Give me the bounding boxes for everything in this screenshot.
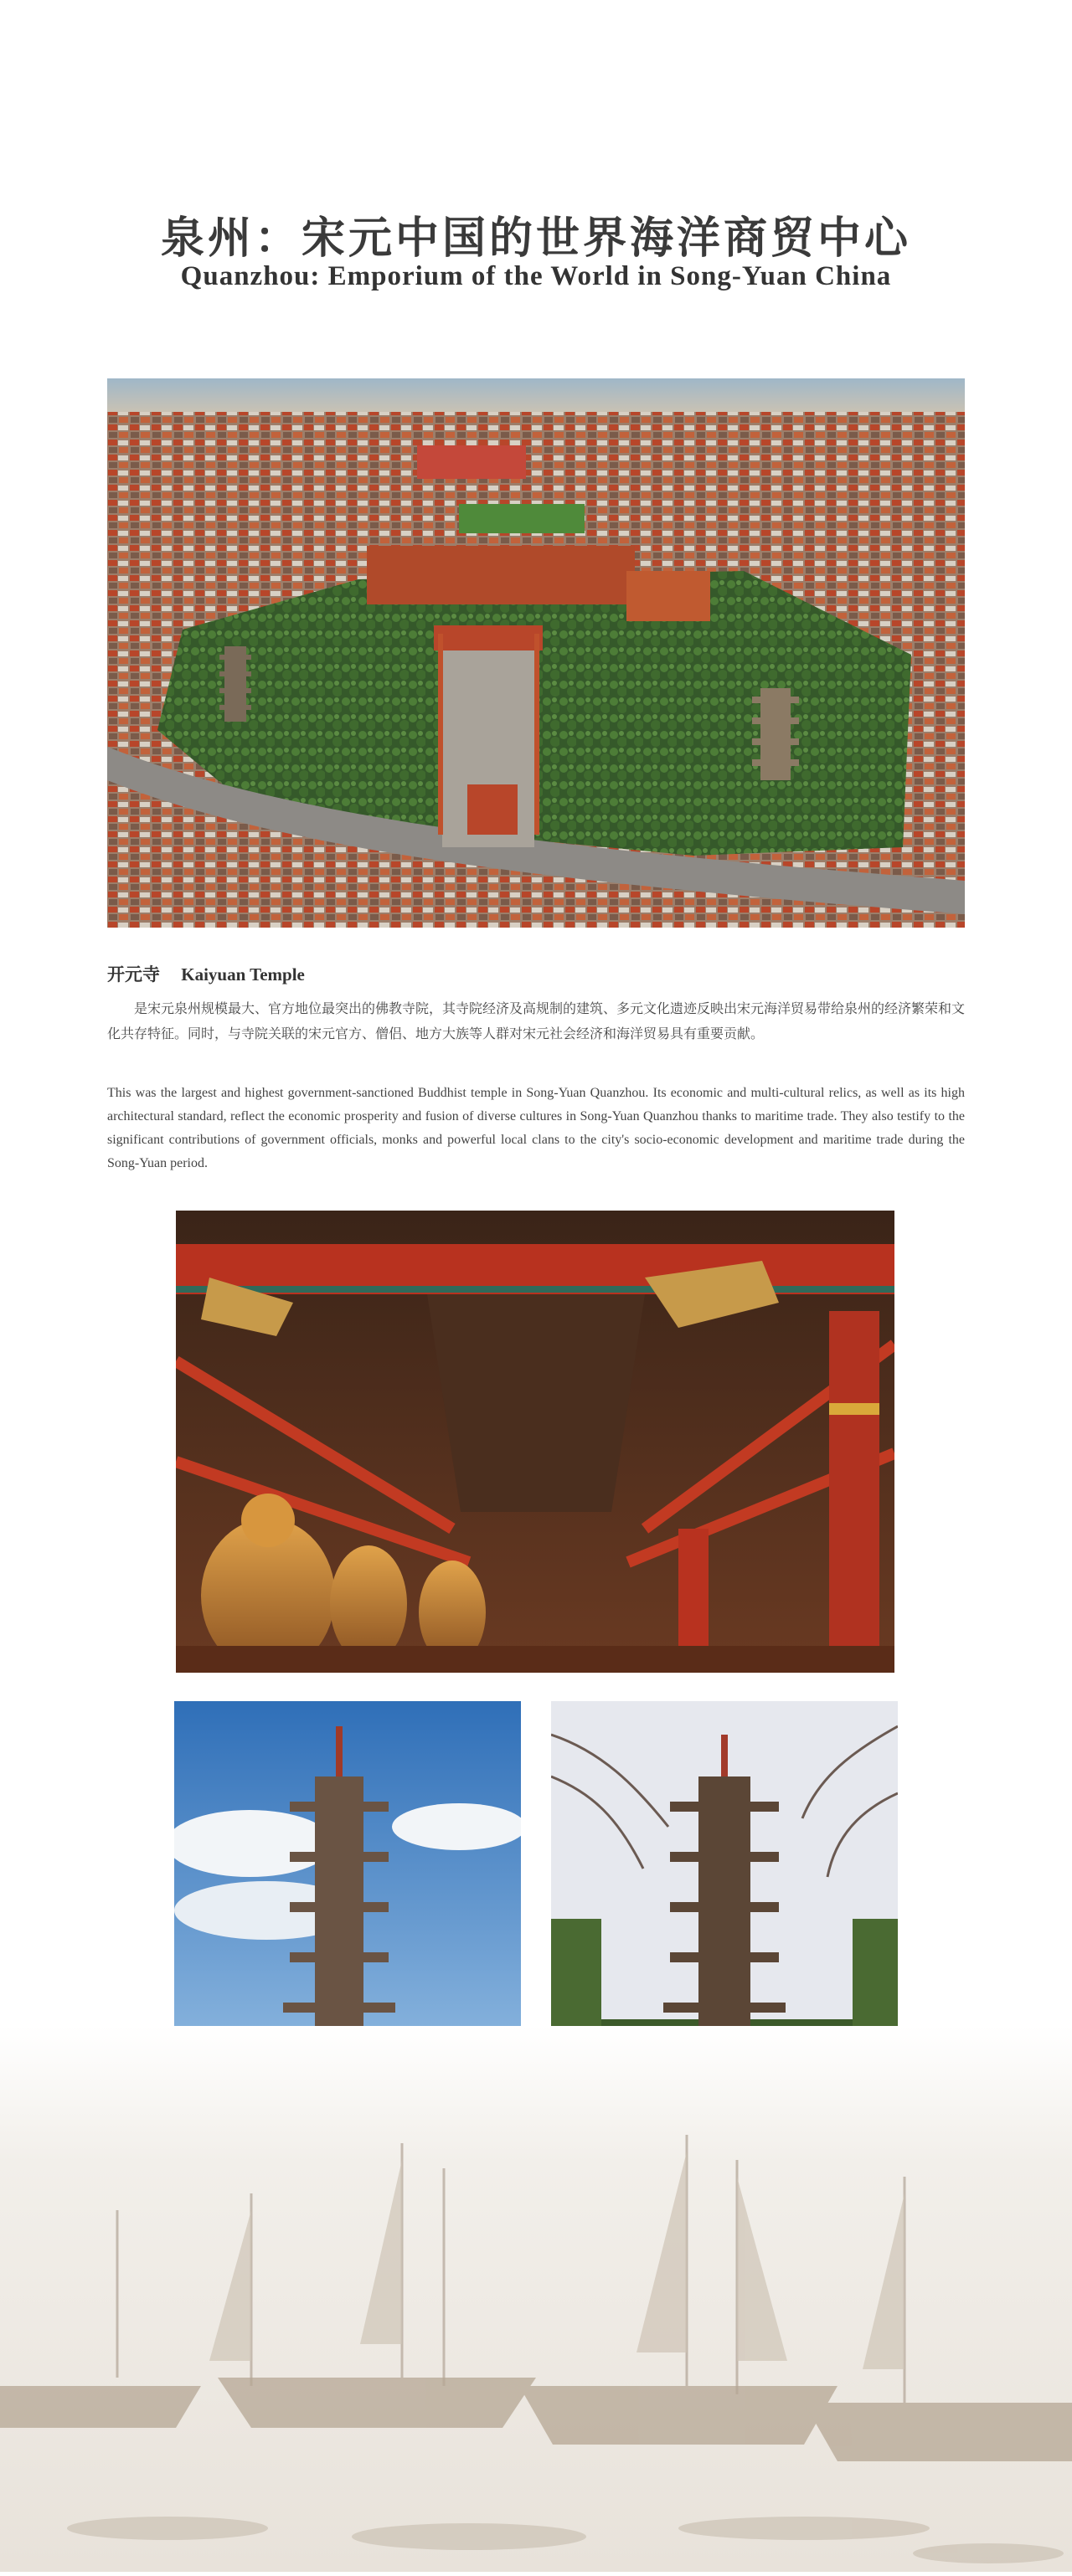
description-chinese: 是宋元泉州规模最大、官方地位最突出的佛教寺院，其寺院经济及高规制的建筑、多元文化遗迹反映出宋元海洋贸易带给泉州的经济繁荣和文化共存特征。同时，与寺院关联的宋元官方、僧侣、地方大族等人群对宋元社会经济和海洋贸易具有重要贡献。	[107, 1000, 966, 1041]
section-heading-english: Kaiyuan Temple	[181, 964, 305, 985]
interior-photo	[176, 1211, 894, 1673]
section-heading-chinese: 开元寺	[107, 964, 160, 985]
aerial-photo-illustration	[107, 378, 965, 928]
description-english: This was the largest and highest government-sanctioned Buddhist temple in Song-Yuan Quanzhou. Its economic and multi-cultural relics, as well as its high architectural standard, reflect the economic prosperity and fusion of diverse cultures in Song-Yuan Quanzhou thanks to maritime trade. They also testify to the significant contributions of government officials, monks and powerful local clans to the city's socio-economic development and maritime trade during the Song-Yuan period.	[107, 1086, 965, 1170]
interior-photo-illustration	[176, 1211, 894, 1673]
decorative-ships-painting	[0, 2026, 1072, 2572]
page-title-english: Quanzhou: Emporium of the World in Song-Yuan China	[180, 261, 892, 291]
sailing-ships-background	[0, 2026, 1072, 2572]
section-heading	[107, 961, 305, 986]
page-title-chinese: 泉州：宋元中国的世界海洋商贸中心	[160, 213, 911, 264]
aerial-photo	[107, 378, 965, 928]
